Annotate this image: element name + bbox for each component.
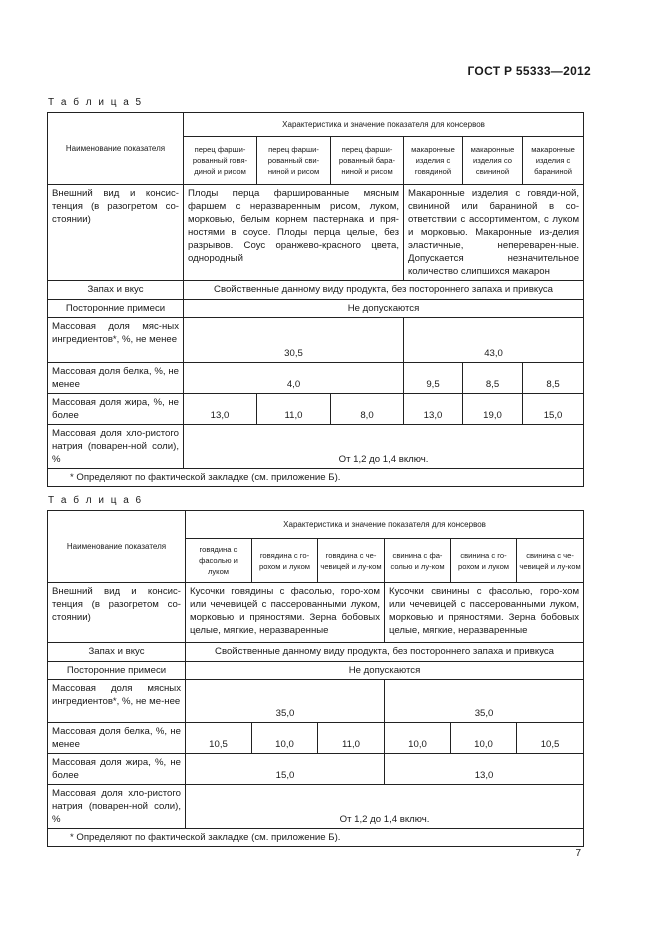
table5-group-header: Характеристика и значение показателя для консервов [184, 113, 584, 137]
table5-smell-value: Свойственные данному виду продукта, без постороннего запаха и привкуса [184, 281, 584, 300]
table5-caption: Т а б л и ц а 5 [48, 97, 144, 108]
table5-name-header: Наименование показателя [48, 113, 184, 185]
table6-meat-pork: 35,0 [385, 680, 584, 723]
table6-smell-value: Свойственные данному виду продукта, без постороннего запаха и привкуса [186, 643, 584, 662]
document-code: ГОСТ Р 55333—2012 [467, 64, 591, 78]
table5-protein-pasta-3: 8,5 [523, 363, 584, 394]
table6-row-protein-name: Массовая доля белка, %, не менее [48, 723, 186, 754]
table6-fat-beef: 15,0 [186, 754, 385, 785]
table5-fat-6: 15,0 [523, 394, 584, 425]
table5-row-protein-name: Массовая доля белка, %, не менее [48, 363, 184, 394]
table5-col-4: макаронные изделия с говядиной [404, 137, 463, 185]
table5-fat-2: 11,0 [257, 394, 331, 425]
table5-row-salt-name: Массовая доля хло-ристого натрия (поварен-ной соли), % [48, 425, 184, 469]
table5-meat-pepper: 30,5 [184, 318, 404, 363]
table6-impurities-value: Не допускаются [186, 662, 584, 680]
table5-fat-3: 8,0 [331, 394, 404, 425]
table5-col-6: макаронные изделия с бараниной [523, 137, 584, 185]
table5-row-smell-name: Запах и вкус [48, 281, 184, 300]
table5-fat-5: 19,0 [463, 394, 523, 425]
table6-row-fat-name: Массовая доля жира, %, не более [48, 754, 186, 785]
table6 [47, 510, 584, 847]
table5-meat-pasta: 43,0 [404, 318, 584, 363]
table5-protein-pasta-1: 9,5 [404, 363, 463, 394]
table6-row-salt-name: Массовая доля хло-ристого натрия (поварен-ной соли), % [48, 785, 186, 829]
table5-fat-1: 13,0 [184, 394, 257, 425]
table6-col-1: говядина с фасолью и луком [186, 539, 252, 583]
table6-row-impurities-name: Посторонние примеси [48, 662, 186, 680]
table6-protein-2: 10,0 [252, 723, 318, 754]
table5-col-1: перец фарши-рованный говя-диной и рисом [184, 137, 257, 185]
table6-appearance-pork: Кусочки свинины с фасолью, горо-хом или чечевицей с пассерованными луком, морковью и пряностями. Зерна бобовых целые, мягкие, неразваренные [385, 583, 584, 643]
table6-row-smell-name: Запах и вкус [48, 643, 186, 662]
table6-col-4: свинина с фа-солью и лу-ком [385, 539, 451, 583]
table5-footnote: * Определяют по фактической закладке (см. приложение Б). [48, 469, 584, 487]
table6-protein-4: 10,0 [385, 723, 451, 754]
table5-impurities-value: Не допускаются [184, 300, 584, 318]
table6-protein-5: 10,0 [451, 723, 517, 754]
table5-protein-pepper: 4,0 [184, 363, 404, 394]
table5-protein-pasta-2: 8,5 [463, 363, 523, 394]
table6-col-3: говядина с че-чевицей и лу-ком [318, 539, 385, 583]
table5-row-fat-name: Массовая доля жира, %, не более [48, 394, 184, 425]
table6-appearance-beef: Кусочки говядины с фасолью, горо-хом или чечевицей с пассерованными луком, морковью и пряностями. Зерна бобовых целые, мягкие, неразваренные [186, 583, 385, 643]
table6-name-header: Наименование показателя [48, 511, 186, 583]
table6-row-meat-name: Массовая доля мясных ингредиентов*, %, не ме-нее [48, 680, 186, 723]
table6-protein-1: 10,5 [186, 723, 252, 754]
table5-col-3: перец фарши-рованный бара-ниной и рисом [331, 137, 404, 185]
table6-salt-value: От 1,2 до 1,4 включ. [186, 785, 584, 829]
table6-meat-beef: 35,0 [186, 680, 385, 723]
table5-appearance-pepper: Плоды перца фаршированные мясным фаршем с неразваренным рисом, луком, морковью, белым корнем пастернака и пря-ностями в соусе. Плоды перца целые, без разрывов. Соус оранжево-красного цвета, однородный [184, 185, 404, 281]
table6-group-header: Характеристика и значение показателя для консервов [186, 511, 584, 539]
table6-protein-6: 10,5 [517, 723, 584, 754]
table5-fat-4: 13,0 [404, 394, 463, 425]
table5-row-meat-name: Массовая доля мяс-ных ингредиентов*, %, не менее [48, 318, 184, 363]
table6-row-appearance-name: Внешний вид и консис-тенция (в разогретом со-стоянии) [48, 583, 186, 643]
table5 [47, 112, 584, 487]
table6-caption: Т а б л и ц а 6 [48, 495, 144, 506]
table5-col-2: перец фарши-рованный сви-ниной и рисом [257, 137, 331, 185]
table6-col-6: свинина с че-чевицей и лу-ком [517, 539, 584, 583]
table6-footnote: * Определяют по фактической закладке (см. приложение Б). [48, 829, 584, 847]
table6-fat-pork: 13,0 [385, 754, 584, 785]
table5-appearance-pasta: Макаронные изделия с говяди-ной, свининой или бараниной в со-ответствии с ассортиментом, с луком и морковью. Макаронные из-делия эластичные, непереварен-ные. Допускается незначительное количество слипшихся макарон [404, 185, 584, 281]
table5-row-impurities-name: Посторонние примеси [48, 300, 184, 318]
table6-col-2: говядина с го-рохом и луком [252, 539, 318, 583]
table6-col-5: свинина с го-рохом и луком [451, 539, 517, 583]
table5-col-5: макаронные изделия со свининой [463, 137, 523, 185]
table5-salt-value: От 1,2 до 1,4 включ. [184, 425, 584, 469]
table5-row-appearance-name: Внешний вид и консис-тенция (в разогретом со-стоянии) [48, 185, 184, 281]
page-number: 7 [575, 848, 581, 859]
table6-protein-3: 11,0 [318, 723, 385, 754]
